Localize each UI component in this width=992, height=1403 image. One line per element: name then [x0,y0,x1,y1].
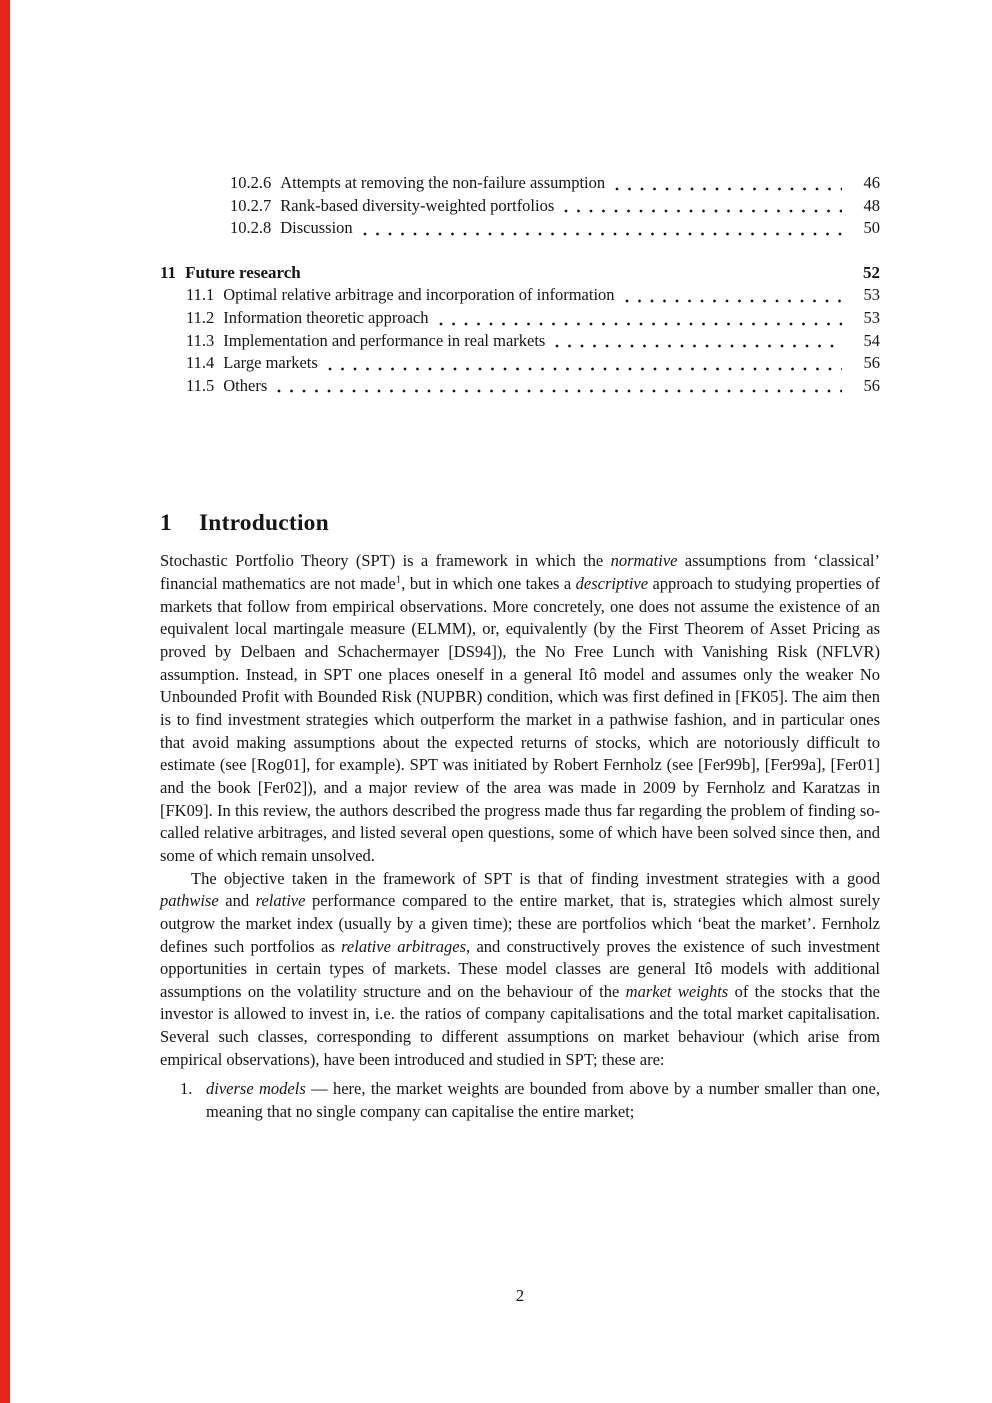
toc-entry-number: 11.5 [186,375,215,395]
toc-entry-number: 11.1 [186,285,215,305]
body-text: , and constructively proves the existence of such investment opportunities in certain types of markets. These model classes are general Itô models with additional assumptions on the volatility structure and on the behaviour of the [160,936,880,1001]
toc-entry-title: Information theoretic approach [223,307,429,327]
toc-entry-title: Discussion [280,218,353,238]
body-text: approach to studying properties of markets that follow from empirical observations. More concretely, one does not assume the existence of an equivalent local martingale measure (ELMM), or, equivalently (by the First Theorem of Asset Pricing as proved by Delbaen and Schachermayer [DS94]), the No Free Lunch with Vanishing Risk (NFLVR) assumption. Instead, in SPT one places oneself in a general Itô model and assumes only the weaker No Unbounded Profit with Bounded Risk (NUPBR) condition, which was first defined in [FK05]. The aim then is to find investment strategies which outperform the market in a pathwise fashion, and in particular ones that avoid making assumptions about the expected returns of stocks, which are notoriously difficult to estimate (see [Rog01], for example). SPT was initiated by Robert Fernholz (see [Fer99b], [Fer99a], [Fer01] and the book [Fer02]), and a major review of the area was made in 2009 by Fernholz and Karatzas in [FK09]. In this review, the authors described the progress made thus far regarding the problem of finding so-called relative arbitrages, and listed several open questions, some of which have been solved since then, and some of which remain unsolved. [160,574,881,865]
toc-chapter-title: Future research [185,262,301,282]
toc-entry [160,375,880,398]
emphasis-text: diverse models [206,1079,306,1099]
emphasis-text: relative arbitrages [341,936,466,956]
paragraph-intro-2 [160,868,880,1072]
toc-entry [160,172,880,195]
body-text: The objective taken in the framework of SPT is that of finding investment strategies with a good [191,868,880,888]
emphasis-text: normative [610,551,678,571]
toc-entry-number: 10.2.7 [230,195,272,215]
toc-entry [160,284,880,307]
list-item-text [206,1078,880,1123]
footnote-marker: 1 [395,573,402,586]
body-text: — here, the market weights are bounded from above by a number smaller than one, meaning that no single company can capitalise the entire market; [206,1079,880,1122]
toc-entry-page: 53 [863,285,880,305]
emphasis-text: descriptive [575,574,649,593]
toc-entry-title: Implementation and performance in real markets [223,330,546,350]
body-text: and [218,891,256,911]
toc-entry [160,217,880,240]
toc-chapter-number: 11 [160,262,177,282]
toc-dot-leader [363,232,842,236]
toc-entry-page: 50 [863,218,880,238]
toc-entry-number: 11.3 [186,330,215,350]
paragraph-intro-1 [160,550,880,867]
toc-entry-number: 11.4 [186,353,215,373]
table-of-contents [160,172,880,397]
toc-entry-page: 54 [863,330,880,350]
emphasis-text: relative [255,891,306,911]
toc-dot-leader [615,187,842,191]
section-number: 1 [160,510,172,537]
toc-entry-number: 10.2.6 [230,173,272,192]
toc-dot-leader [439,322,842,326]
toc-entry [160,330,880,353]
emphasis-text: pathwise [160,891,219,911]
toc-entry-page: 48 [863,195,880,215]
list-item [160,1078,880,1123]
toc-chapter-entry [160,262,880,285]
toc-entry-title: Attempts at removing the non-failure assumption [280,173,606,192]
model-classes-list [160,1078,880,1123]
body-text: Stochastic Portfolio Theory (SPT) is a framework in which the [160,551,611,571]
body-text: assumptions from ‘classical’ financial mathematics are not made [160,551,880,593]
toc-dot-leader [328,367,842,371]
toc-entry-number: 11.2 [186,307,215,327]
toc-dot-leader [555,344,842,348]
toc-entry-title: Optimal relative arbitrage and incorporation of information [223,285,615,305]
toc-entry-page: 56 [863,353,880,373]
page-number: 2 [515,1286,525,1305]
toc-dot-leader [564,209,842,213]
toc-entry [160,307,880,330]
list-item-marker: 1. [180,1079,193,1099]
toc-entry-title: Others [223,375,268,395]
toc-entry-title: Rank-based diversity-weighted portfolios [280,195,555,215]
section-heading [160,510,880,537]
toc-entry [160,352,880,375]
toc-entry-page: 56 [863,375,880,395]
body-text: of the stocks that the investor is allowed to invest in, i.e. the ratios of company capitalisations and the total market capitalisation. Several such classes, corresponding to different assumptions on market behaviour (which arise from empirical observations), have been introduced and studied in SPT; these are: [160,981,880,1069]
toc-dot-leader [625,299,842,303]
section-title: Introduction [198,510,329,537]
body-text: performance compared to the entire market, that is, strategies which almost surely outgrow the market index (usually by a given time); these are portfolios which ‘beat the market’. Fernholz defines such portfolios as [160,891,880,956]
body-text: , but in which one takes a [401,574,576,593]
toc-entry [160,195,880,218]
toc-entry-number: 10.2.8 [230,218,272,238]
toc-chapter-page: 52 [863,262,880,282]
toc-entry-title: Large markets [223,353,318,373]
toc-dot-leader [277,389,842,393]
toc-entry-page: 53 [863,307,880,327]
emphasis-text: market weights [625,981,729,1001]
toc-entry-page: 46 [863,173,880,192]
